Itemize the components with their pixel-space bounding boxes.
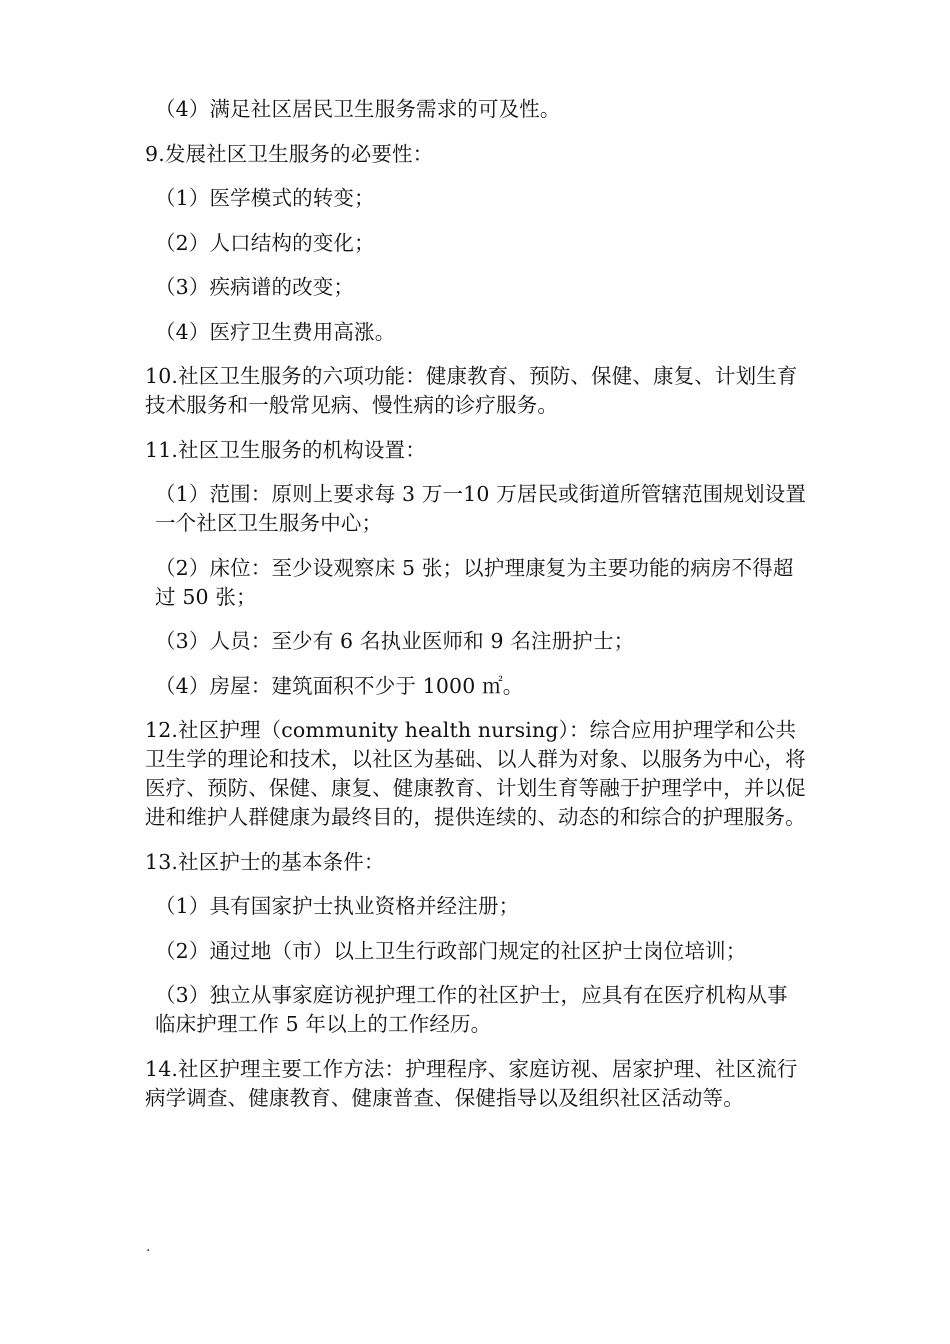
section-paragraph: 14.社区护理主要工作方法：护理程序、家庭访视、居家护理、社区流行病学调查、健康教育、健康普查、保健指导以及组织社区活动等。	[145, 1056, 798, 1110]
document-body	[145, 95, 807, 1128]
list-item: （3）独立从事家庭访视护理工作的社区护士，应具有在医疗机构从事临床护理工作 5 年以上的工作经历。	[155, 983, 788, 1036]
section-heading: 11.社区卫生服务的机构设置：	[145, 437, 426, 462]
section-heading: 9.发展社区卫生服务的必要性：	[145, 141, 434, 166]
section-heading: 13.社区护士的基本条件：	[145, 849, 385, 874]
section-paragraph: 10.社区卫生服务的六项功能：健康教育、预防、保健、康复、计划生育技术服务和一般常见病、慢性病的诊疗服务。	[145, 364, 798, 417]
list-item: （3）疾病谱的改变；	[155, 275, 355, 299]
list-item: （3）人员：至少有 6 名执业医师和 9 名注册护士；	[155, 629, 635, 653]
list-item: （1）范围：原则上要求每 3 万一10 万居民或街道所管辖范围规划设置一个社区卫生服务中心；	[155, 482, 806, 535]
section-paragraph: 12.社区护理（community health nursing）：综合应用护理学和公共卫生学的理论和技术，以社区为基础、以人群为对象、以服务为中心，将医疗、预防、保健、康复、健康教育、计划生育等融于护理学中，并以促进和维护人群健康为最终目的，提供连续的、动态的和综合的护理服务。	[145, 718, 806, 829]
list-item: （4）房屋：建筑面积不少于 1000 ㎡。	[155, 673, 524, 698]
list-item: （1）具有国家护士执业资格并经注册；	[155, 894, 520, 918]
list-item: （2）人口结构的变化；	[155, 230, 375, 255]
list-item: （1）医学模式的转变；	[155, 186, 375, 210]
list-item: （2）床位：至少设观察床 5 张；以护理康复为主要功能的病房不得超过 50 张；	[155, 555, 794, 609]
list-item: （4）医疗卫生费用高涨。	[155, 319, 396, 344]
footer-mark: .	[146, 1239, 151, 1255]
list-item: （4）满足社区居民卫生服务需求的可及性。	[155, 97, 561, 121]
list-item: （2）通过地（市）以上卫生行政部门规定的社区护士岗位培训；	[155, 938, 747, 963]
